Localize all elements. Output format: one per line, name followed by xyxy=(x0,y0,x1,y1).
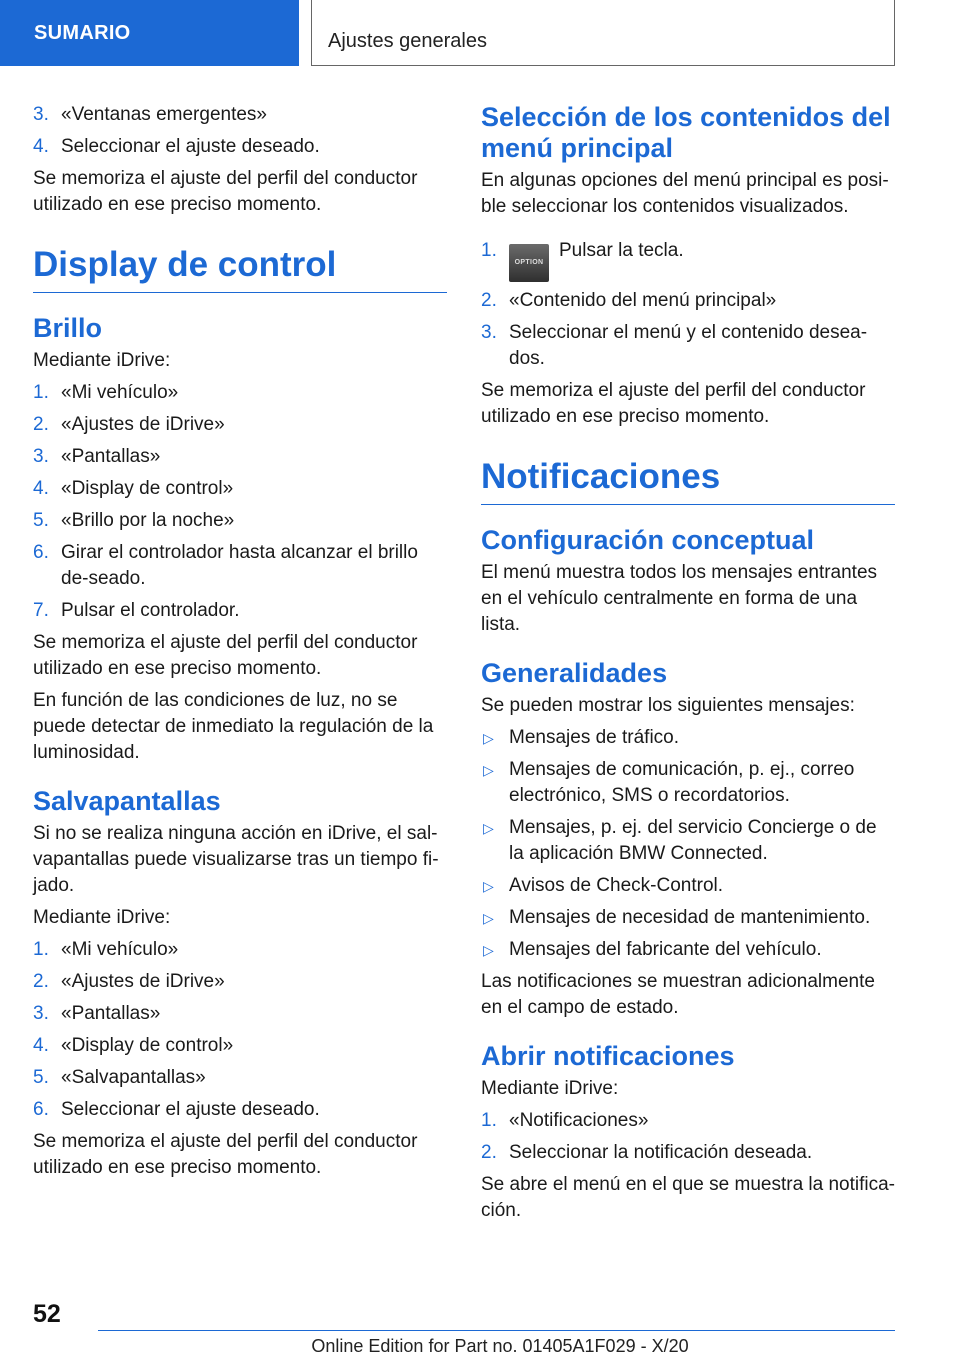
list-item: ▷ Avisos de Check-Control. xyxy=(481,873,895,899)
list-item: 2. «Ajustes de iDrive» xyxy=(33,971,225,992)
abrir-steps xyxy=(481,1108,895,1166)
paragraph: Se memoriza el ajuste del perfil del conductor utilizado en ese preciso momento. xyxy=(33,632,418,679)
list-item: 4. «Display de control» xyxy=(33,1035,234,1056)
list-item: 1. «Mi vehículo» xyxy=(33,939,179,960)
brillo-steps xyxy=(33,380,447,624)
paragraph: Mediante iDrive: xyxy=(33,907,171,928)
section-title-brillo: Brillo xyxy=(33,313,103,343)
left-column xyxy=(33,102,447,1187)
section-title-configuracion: Configuración conceptual xyxy=(481,525,815,555)
section-title-abrir: Abrir notificaciones xyxy=(481,1041,735,1071)
list-item: 2. Seleccionar la notificación deseada. xyxy=(481,1142,813,1163)
list-item: 5. «Brillo por la noche» xyxy=(33,510,235,531)
triangle-bullet-icon: ▷ xyxy=(483,762,494,778)
list-item: ▷ Mensajes, p. ej. del servicio Concierge o de la aplicación BMW Connected. xyxy=(483,817,877,864)
intro-list xyxy=(33,102,447,160)
section-title-salvapantallas: Salvapantallas xyxy=(33,786,221,816)
list-item: 4. «Display de control» xyxy=(33,478,234,499)
seleccion-steps xyxy=(481,238,895,372)
list-item: 1. OPTIONPulsar la tecla. xyxy=(481,238,895,282)
paragraph: Se abre el menú en el que se muestra la notifica-ción. xyxy=(481,1174,896,1221)
list-item: 2. «Contenido del menú principal» xyxy=(481,290,777,311)
list-item: 3. «Pantallas» xyxy=(33,1003,161,1024)
list-item: 3. «Pantallas» xyxy=(33,446,161,467)
paragraph: Se memoriza el ajuste del perfil del conductor utilizado en ese preciso momento. xyxy=(481,380,866,427)
message-types-list xyxy=(481,725,895,963)
list-item: 6. Girar el controlador hasta alcanzar el brillo de-seado. xyxy=(33,542,418,589)
list-item: 1. «Mi vehículo» xyxy=(33,382,179,403)
chapter-title-display: Display de control xyxy=(33,244,447,293)
paragraph: En función de las condiciones de luz, no se puede detectar de inmediato la regulación de la luminosidad. xyxy=(33,690,434,763)
footer-edition: Online Edition for Part no. 01405A1F029 - X/20 xyxy=(311,1336,689,1356)
list-item: ▷ Mensajes de tráfico. xyxy=(481,725,895,751)
paragraph: Las notificaciones se muestran adicionalmente en el campo de estado. xyxy=(481,971,875,1018)
triangle-bullet-icon: ▷ xyxy=(483,878,494,894)
summary-tab[interactable]: SUMARIO xyxy=(0,0,299,66)
option-button-icon: OPTION xyxy=(509,244,549,282)
triangle-bullet-icon: ▷ xyxy=(483,910,494,926)
list-item: 7. Pulsar el controlador. xyxy=(33,600,240,621)
section-title-generalidades: Generalidades xyxy=(481,658,668,688)
paragraph: Si no se realiza ninguna acción en iDrive, el sal-vapantallas puede visualizarse tras un tiempo fi-jado. xyxy=(33,823,439,896)
triangle-bullet-icon: ▷ xyxy=(483,942,494,958)
list-item: ▷ Mensajes de comunicación, p. ej., correo electrónico, SMS o recordatorios. xyxy=(483,759,855,806)
footer-divider xyxy=(98,1330,895,1331)
section-title-seleccion: Selección de los contenidos del menú principal xyxy=(481,102,891,163)
salvapantallas-steps xyxy=(33,937,447,1123)
list-item: 2. «Ajustes de iDrive» xyxy=(33,414,225,435)
list-item: 3. «Ventanas emergentes» xyxy=(33,104,267,125)
section-tab[interactable]: Ajustes generales xyxy=(311,0,895,66)
triangle-bullet-icon: ▷ xyxy=(483,730,494,746)
paragraph: En algunas opciones del menú principal es posi-ble seleccionar los contenidos visualizados. xyxy=(481,170,889,217)
page-header xyxy=(0,0,960,66)
paragraph: Se pueden mostrar los siguientes mensajes: xyxy=(481,695,855,716)
paragraph: Mediante iDrive: xyxy=(481,1078,619,1099)
paragraph: Mediante iDrive: xyxy=(33,350,171,371)
page-number: 52 xyxy=(33,1300,61,1328)
list-item: 1. «Notificaciones» xyxy=(481,1110,649,1131)
list-item: 6. Seleccionar el ajuste deseado. xyxy=(33,1099,320,1120)
list-item: ▷ Mensajes de necesidad de mantenimiento. xyxy=(481,905,895,931)
triangle-bullet-icon: ▷ xyxy=(483,820,494,836)
list-item: 4. Seleccionar el ajuste deseado. xyxy=(33,136,320,157)
paragraph: El menú muestra todos los mensajes entrantes en el vehículo centralmente en forma de una lista. xyxy=(481,562,878,635)
chapter-title-notificaciones: Notificaciones xyxy=(481,456,895,505)
list-item: 5. «Salvapantallas» xyxy=(33,1067,206,1088)
paragraph: Se memoriza el ajuste del perfil del conductor utilizado en ese preciso momento. xyxy=(33,168,418,215)
list-item: 3. Seleccionar el menú y el contenido desea-dos. xyxy=(481,322,868,369)
right-column xyxy=(481,102,895,1230)
paragraph: Se memoriza el ajuste del perfil del conductor utilizado en ese preciso momento. xyxy=(33,1131,418,1178)
list-item: ▷ Mensajes del fabricante del vehículo. xyxy=(481,937,895,963)
